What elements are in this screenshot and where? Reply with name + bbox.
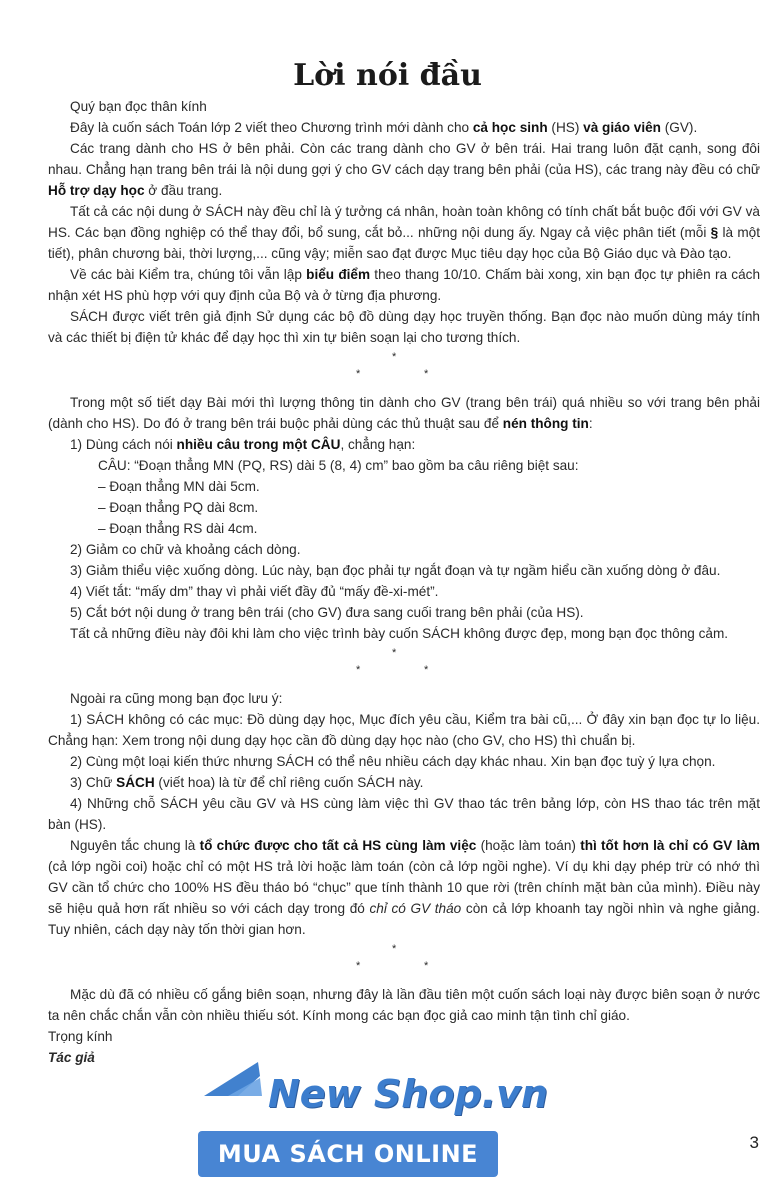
- watermark-brand: New Shop.vn: [268, 1072, 548, 1116]
- signoff-author: Tác giả: [48, 1050, 95, 1065]
- page-title: Lời nói đầu: [293, 58, 482, 93]
- page-number: 3: [749, 1133, 759, 1152]
- section2-sub-item: – Đoạn thẳng PQ dài 8cm.: [98, 500, 259, 515]
- divider-top: *: [392, 351, 397, 363]
- section2-item-1: 1) Dùng cách nói nhiều câu trong một CÂU, chẳng hạn:: [70, 437, 416, 452]
- intro-paragraph-2: Các trang dành cho HS ở bên phải. Còn các trang dành cho GV ở bên trái. Hai trang luôn đặt cạnh, song đôi nhau. Chẳng hạn trang bên trái là nội dung gợi ý cho GV cách dạy trang bên phải (của HS), các trang này đều có chữ Hỗ trợ dạy học ở đầu trang.: [48, 141, 760, 198]
- section2-lead: Trong một số tiết dạy Bài mới thì lượng thông tin dành cho GV (trang bên trái) quá nhiều so với trang bên phải (dành cho HS). Do đó ở trang bên trái buộc phải dùng các thủ thuật sau để nén thông tin:: [48, 395, 760, 431]
- intro-paragraph-1: Đây là cuốn sách Toán lớp 2 viết theo Chương trình mới dành cho cả học sinh (HS) và giáo viên (GV).: [70, 120, 698, 135]
- divider-bottom: * *: [356, 664, 429, 676]
- section2-item-3: 3) Giảm thiểu việc xuống dòng. Lúc này, bạn đọc phải tự ngắt đoạn và tự ngầm hiểu cần xuống dòng ở đâu.: [70, 563, 721, 578]
- section2-sub-item: – Đoạn thẳng MN dài 5cm.: [98, 479, 260, 494]
- section3-item-1: 1) SÁCH không có các mục: Đồ dùng dạy học, Mục đích yêu cầu, Kiểm tra bài cũ,... Ở đây xin bạn đọc tự lo liệu. Chẳng hạn: Xem trong nội dung dạy học cần đồ dùng dạy học nào (cho GV, cho HS) thì chuẩn bị.: [48, 712, 760, 748]
- divider-bottom: * *: [356, 368, 429, 380]
- divider-top: *: [392, 647, 397, 659]
- section2-item-4: 4) Viết tắt: “mấy dm” thay vì phải viết đầy đủ “mấy đề-xi-mét”.: [70, 584, 439, 599]
- divider-top: *: [392, 943, 397, 955]
- final-paragraph: Mặc dù đã có nhiều cố gắng biên soạn, nhưng đây là lần đầu tiên một cuốn sách loại này được biên soạn ở nước ta nên chắc chắn vẫn còn nhiều thiếu sót. Kính mong các bạn đọc giả cao minh tận tình chỉ giáo.: [48, 987, 760, 1023]
- section2-sub-item: – Đoạn thẳng RS dài 4cm.: [98, 521, 258, 536]
- section3-item-2: 2) Cùng một loại kiến thức nhưng SÁCH có thể nêu nhiều cách dạy khác nhau. Xin bạn đọc tuỳ ý lựa chọn.: [70, 754, 716, 769]
- preface-body: [48, 96, 760, 1068]
- section3-principle: Nguyên tắc chung là tổ chức được cho tất cả HS cùng làm việc (hoặc làm toán) thì tốt hơn là chỉ có GV làm (cả lớp ngồi coi) hoặc chỉ có một HS trả lời hoặc làm toán (còn cả lớp ngồi nghe). Ví dụ khi dạy phép trừ có nhớ thì GV cần tổ chức cho 100% HS đều tháo bó “chục” que tính thành 10 que rời (trên chính mặt bàn của mình). Điều này sẽ hiệu quả hơn rất nhiều so với cách dạy trong đó chỉ có GV tháo còn cả lớp khoanh tay ngồi nhìn và nghe giảng. Tuy nhiên, cách dạy này tốn thời gian hơn.: [48, 838, 760, 937]
- section3-item-3: 3) Chữ SÁCH (viết hoa) là từ để chỉ riêng cuốn SÁCH này.: [70, 775, 424, 790]
- section3-lead: Ngoài ra cũng mong bạn đọc lưu ý:: [70, 691, 283, 706]
- watermark-banner: MUA SÁCH ONLINE: [198, 1131, 498, 1177]
- section2-closing: Tất cả những điều này đôi khi làm cho việc trình bày cuốn SÁCH không được đẹp, mong bạn đọc thông cảm.: [70, 626, 729, 641]
- section2-example: CÂU: “Đoạn thẳng MN (PQ, RS) dài 5 (8, 4) cm” bao gồm ba câu riêng biệt sau:: [98, 458, 579, 473]
- divider-bottom: * *: [356, 960, 429, 972]
- section2-item-2: 2) Giảm co chữ và khoảng cách dòng.: [70, 542, 301, 557]
- intro-paragraph-5: SÁCH được viết trên giả định Sử dụng các bộ đồ dùng dạy học truyền thống. Bạn đọc nào muốn dùng máy tính và các thiết bị điện tử khác để dạy học thì xin tự biên soạn lại cho tương thích.: [48, 309, 760, 345]
- intro-paragraph-3: Tất cả các nội dung ở SÁCH này đều chỉ là ý tưởng cá nhân, hoàn toàn không có tính chất bắt buộc đối với GV và HS. Các bạn đồng nghiệp có thể thay đổi, bổ sung, cắt bỏ... những nội dung ấy. Ngay cả việc phân tiết (mỗi § là một tiết), phân chương bài, thời lượng,... cũng vậy; miễn sao đạt được Mục tiêu dạy học của Bộ Giáo dục và Đào tạo.: [48, 204, 761, 261]
- greeting: Quý bạn đọc thân kính: [70, 99, 207, 114]
- intro-paragraph-4: Về các bài Kiểm tra, chúng tôi vẫn lập biểu điểm theo thang 10/10. Chấm bài xong, xin bạn đọc tự phiên ra cách nhận xét HS phù hợp với quy định của Bộ và ở từng địa phương.: [48, 267, 761, 303]
- section2-item-5: 5) Cắt bớt nội dung ở trang bên trái (cho GV) đưa sang cuối trang bên phải (của HS).: [70, 605, 584, 620]
- signoff-closing: Trọng kính: [48, 1029, 113, 1044]
- section3-item-4: 4) Những chỗ SÁCH yêu cầu GV và HS cùng làm việc thì GV thao tác trên bảng lớp, còn HS thao tác trên mặt bàn (HS).: [48, 796, 760, 832]
